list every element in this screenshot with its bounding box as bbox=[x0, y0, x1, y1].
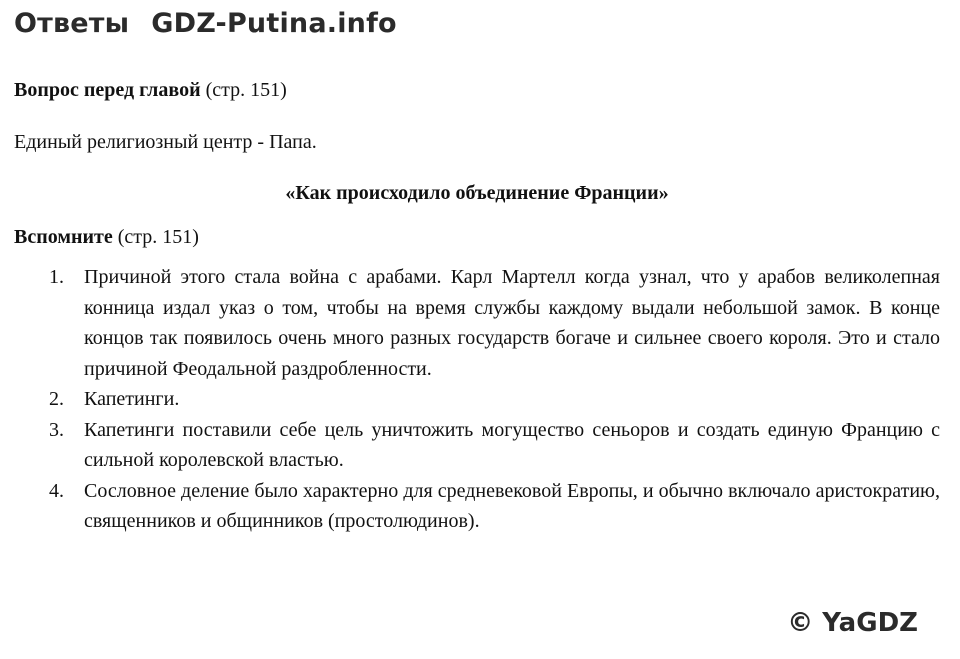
list-item bbox=[14, 262, 940, 384]
copyright-watermark: © YaGDZ bbox=[787, 608, 918, 638]
remember-page-ref: (стр. 151) bbox=[117, 226, 199, 248]
question-answer: Единый религиозный центр - Папа. bbox=[14, 131, 317, 153]
list-item-number: 4. bbox=[49, 479, 64, 502]
remember-heading bbox=[14, 222, 199, 252]
list-item bbox=[14, 476, 940, 537]
list-item-text: Сословное деление было характерно для средневековой Европы, и обычно включало аристократию, священников и общинников (простолюдинов). bbox=[84, 479, 940, 532]
remember-heading-bold: Вспомните bbox=[14, 226, 113, 248]
question-heading-bold: Вопрос перед главой bbox=[14, 79, 201, 101]
site-header bbox=[14, 8, 397, 39]
list-item bbox=[14, 384, 940, 415]
list-item-number: 1. bbox=[49, 266, 64, 288]
list-item-text: Капетинги. bbox=[84, 388, 180, 410]
question-heading bbox=[14, 75, 287, 105]
list-item-text: Причиной этого стала война с арабами. Карл Мартелл когда узнал, что у арабов великолепная конница издал указ о том, чтобы на время службы каждому выдали небольшой замок. В конце концов так появилось очень много разных государств богаче и сильнее своего короля. Это и стало причиной Феодальной раздробленности. bbox=[84, 266, 940, 380]
answers-label: Ответы bbox=[14, 8, 130, 39]
site-name: GDZ-Putina.info bbox=[151, 8, 397, 39]
list-item-number: 3. bbox=[49, 418, 64, 441]
list-item bbox=[14, 415, 940, 476]
list-item-number: 2. bbox=[49, 388, 64, 410]
section-title: «Как происходило объединение Франции» bbox=[285, 182, 669, 204]
question-page-ref: (стр. 151) bbox=[205, 79, 287, 101]
list-item-text: Капетинги поставили себе цель уничтожить могущество сеньоров и создать единую Францию с сильной королевской властью. bbox=[84, 418, 940, 471]
answers-list bbox=[14, 262, 940, 537]
